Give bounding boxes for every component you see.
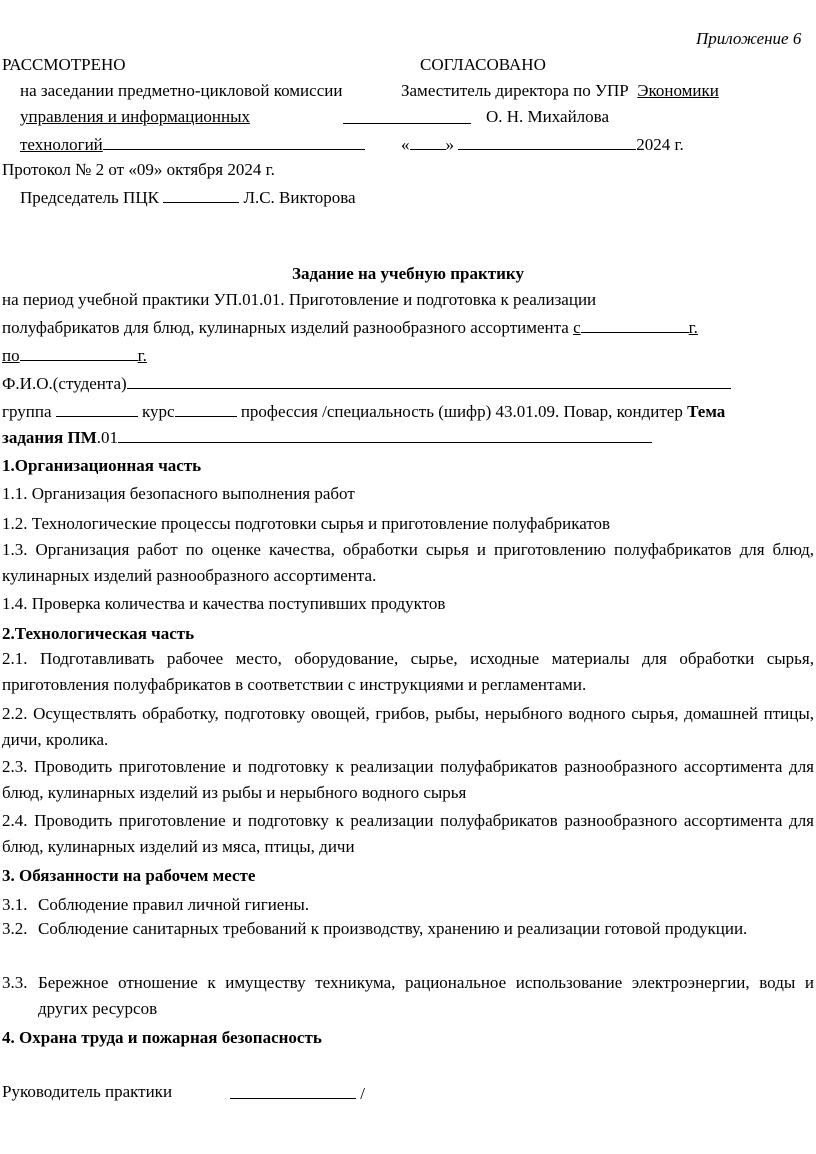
section4-heading: 4. Охрана труда и пожарная безопасность [2,1028,322,1047]
section1-item-1: 1.1. Организация безопасного выполнения работ [2,484,355,503]
signature-line-approved [343,107,471,129]
chairman: Председатель ПЦК Л.С. Викторова [20,188,356,207]
section3-item-3: 3.3. Бережное отношение к имуществу техникума, рациональное использование электроэнергии, воды и других ресурсов [2,973,814,1018]
section3-item-2: 3.2. Соблюдение санитарных требований к производству, хранению и реализации готовой продукции. [2,919,748,938]
period-line-1: на период учебной практики УП.01.01. Приготовление и подготовка к реализации [2,290,597,309]
section3-heading: 3. Обязанности на рабочем месте [2,866,256,885]
supervisor-signature: / [230,1082,365,1104]
supervisor-label: Руководитель практики [2,1082,173,1101]
approved-heading: СОГЛАСОВАНО [420,55,546,74]
period-line-3: по г. [2,346,147,365]
student-name-field: Ф.И.О.(студента) [2,372,731,394]
commission-line-2: управления и информационных [20,107,251,126]
topic-line: задания ПМ.01 [2,426,652,448]
appendix-label: Приложение 6 [696,29,802,48]
section3-item-1: 3.1. Соблюдение правил личной гигиены. [2,895,310,914]
section2-item-3: 2.3. Проводить приготовление и подготовку к реализации полуфабрикатов разнообразного ассортимента для блюд, кулинарных изделий из рыбы и нерыбного водного сырья [2,757,814,802]
section1-item-3: 1.3. Организация работ по оценке качества, обработки сырья и приготовлению полуфабрикатов для блюд, кулинарных изделий разнообразного ассортимента. [2,540,814,585]
commission-line-1: на заседании предметно-цикловой комиссии [20,81,343,100]
section2-item-4: 2.4. Проводить приготовление и подготовку к реализации полуфабрикатов разнообразного ассортимента для блюд, кулинарных изделий из мяса, птицы, дичи [2,811,814,856]
page-title: Задание на учебную практику [292,264,524,283]
department-name: Экономики [637,81,719,100]
deputy-name: О. Н. Михайлова [486,107,610,126]
approval-date: « » 2024 г. [401,135,684,154]
deputy-director: Заместитель директора по УПР Экономики [401,81,719,100]
protocol: Протокол № 2 от «09» октября 2024 г. [2,160,275,179]
reviewed-heading: РАССМОТРЕНО [2,55,126,74]
section2-item-1: 2.1. Подготавливать рабочее место, оборудование, сырье, исходные материалы для обработки сырья, приготовления полуфабрикатов в соответствии с инструкциями и регламентами. [2,649,814,694]
section2-item-2: 2.2. Осуществлять обработку, подготовку овощей, грибов, рыбы, нерыбного водного сырья, домашней птицы, дичи, кролика. [2,704,814,749]
section1-heading: 1.Организационная часть [2,456,202,475]
period-line-2: полуфабрикатов для блюд, кулинарных изделий разнообразного ассортимента с г. [2,318,698,337]
section1-item-4: 1.4. Проверка количества и качества поступивших продуктов [2,594,446,613]
section2-heading: 2.Технологическая часть [2,624,195,643]
commission-line-3: технологий [20,133,365,155]
group-course-line: группа курс профессия /специальность (шифр) 43.01.09. Повар, кондитер Тема [2,402,726,421]
section1-item-2: 1.2. Технологические процессы подготовки сырья и приготовление полуфабрикатов [2,514,611,533]
